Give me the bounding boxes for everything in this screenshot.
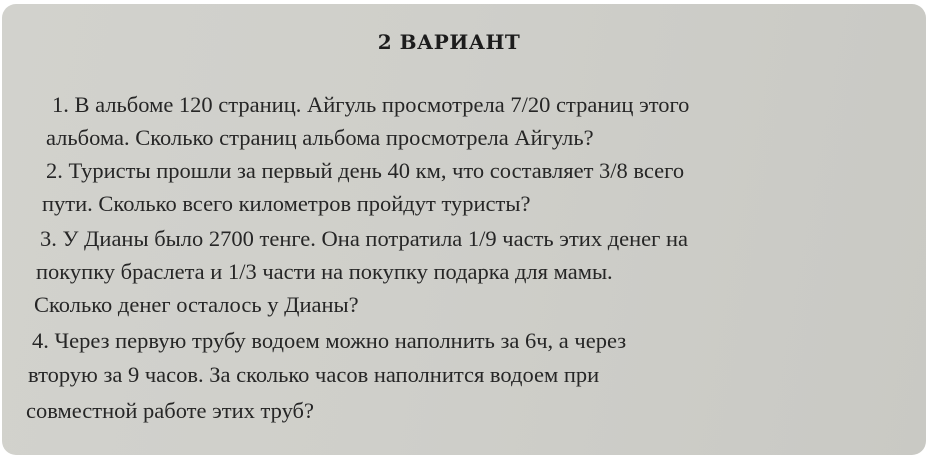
task-1-line-2: альбома. Сколько страниц альбома просмотрела Айгуль? [46, 125, 594, 150]
task-4-line-3: совместной работе этих труб? [26, 398, 314, 423]
task-3-line-2: покупку браслета и 1/3 части на покупку подарка для мамы. [36, 259, 613, 284]
worksheet-photo [2, 4, 926, 455]
task-3-line-1: 3. У Дианы было 2700 тенге. Она потратила 1/9 часть этих денег на [40, 226, 689, 251]
task-2-line-1: 2. Туристы прошли за первый день 40 км, что составляет 3/8 всего [46, 158, 685, 183]
task-1-line-1: 1. В альбоме 120 страниц. Айгуль просмотрела 7/20 страниц этого [52, 92, 690, 117]
task-2-line-2: пути. Сколько всего километров пройдут туристы? [42, 191, 531, 216]
task-3-line-3: Сколько денег осталось у Дианы? [34, 292, 359, 317]
page-title: 2 ВАРИАНТ [377, 30, 521, 54]
task-4-line-1: 4. Через первую трубу водоем можно наполнить за 6ч, а через [32, 328, 627, 353]
task-4-line-2: вторую за 9 часов. За сколько часов наполнится водоем при [28, 362, 600, 387]
